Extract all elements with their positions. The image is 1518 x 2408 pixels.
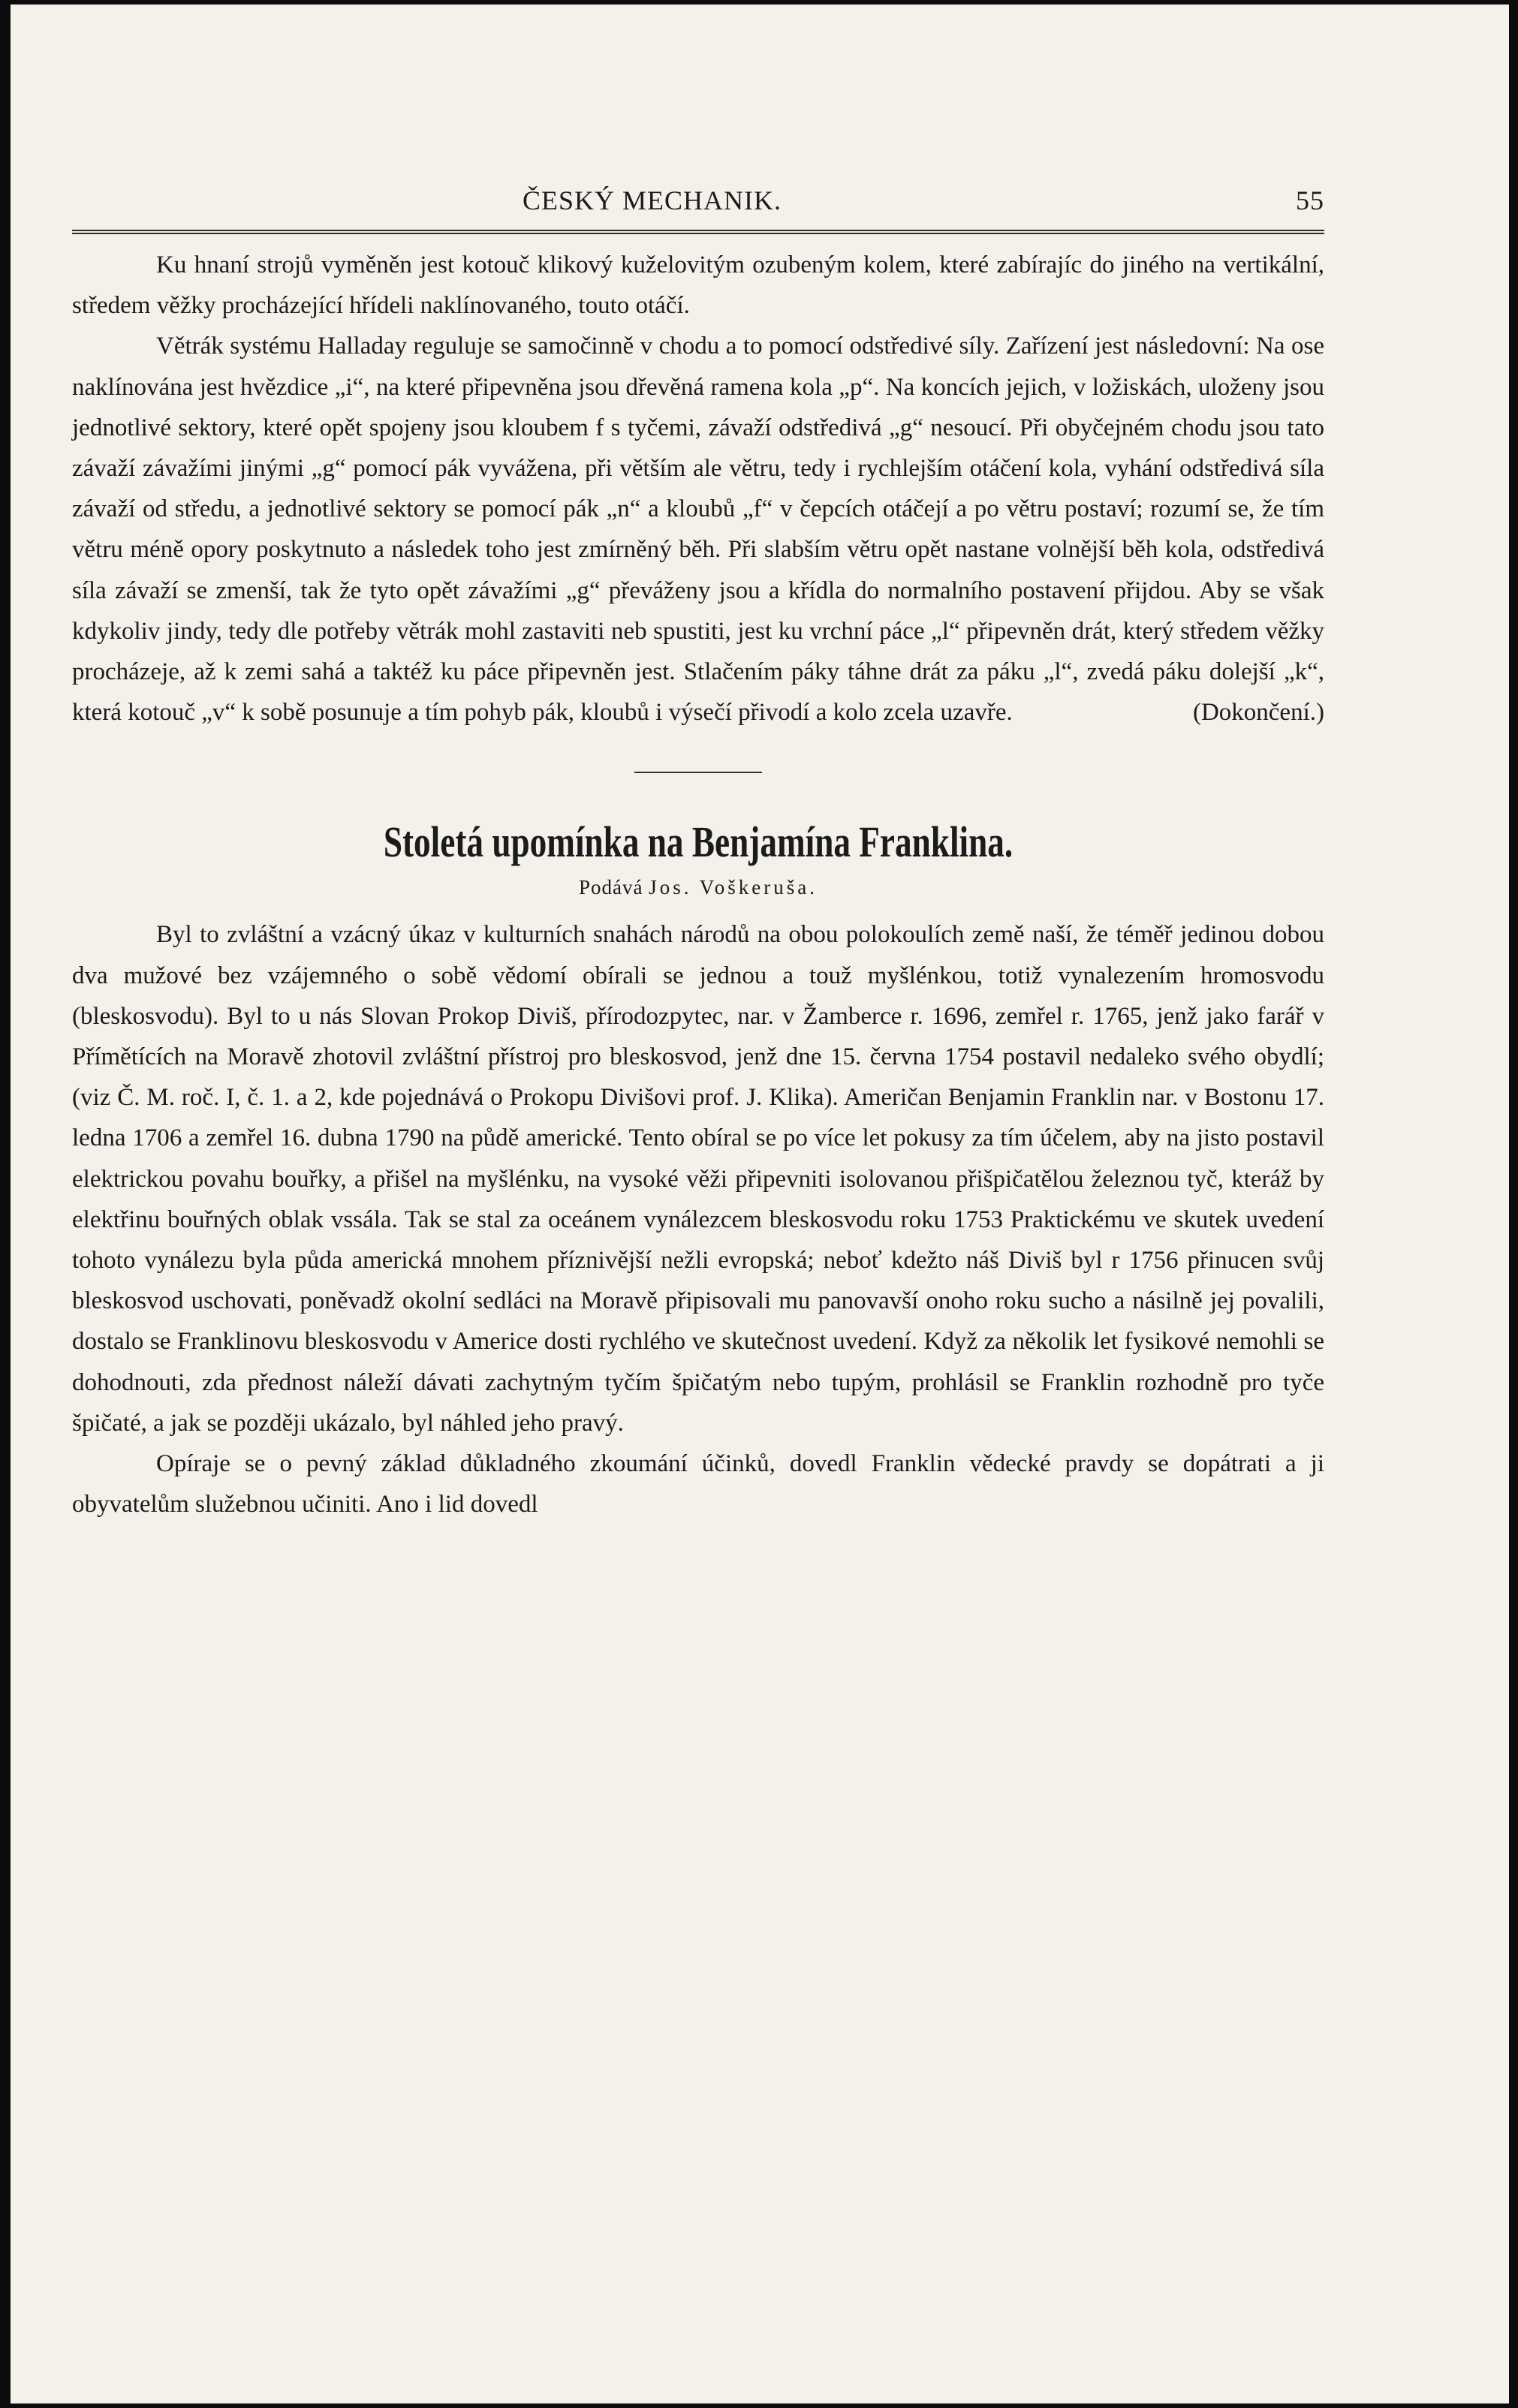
page — [11, 5, 1509, 2403]
article-byline — [72, 876, 1324, 899]
article-title: Stoletá upomínka na Benjamína Franklina. — [383, 817, 1014, 867]
journal-title: ČESKÝ MECHANIK. — [523, 185, 782, 215]
running-header — [72, 185, 1324, 225]
article-paragraph-2: Opíraje se o pevný základ důkladného zkoumání účinků, dovedl Franklin vědecké pravdy se dopátrati a ji obyvatelům služebnou učiniti. Ano i lid dovedl — [72, 1450, 1324, 1519]
page-number: 55 — [1296, 185, 1324, 215]
continued-paragraph-2 — [72, 326, 1324, 733]
article-paragraph-1: Byl to zvláštní a vzácný úkaz v kulturních snahách národů na obou polokoulích země naší, že téměř jedinou dobou dva mužové bez vzájemného o sobě vědomí obírali se jednou a touž myšlénkou, totiž vynalezením hromosvodu (bleskosvodu). Byl to u nás Slovan Prokop Diviš, přírodozpytec, nar. v Žamberce r. 1696, zemřel r. 1765, jenž jako farář v Přímětících na Moravě zhotovil zvláštní přístroj pro bleskosvod, jenž dne 15. června 1754 postavil nedaleko svého obydlí; (viz Č. M. roč. I, č. 1. a 2, kde pojednává o Prokopu Divišovi prof. J. Klika). Američan Benjamin Franklin nar. v Bostonu 17. ledna 1706 a zemřel 16. dubna 1790 na půdě americké. Tento obíral se po více let pokusy za tím účelem, aby na jisto postavil elektrickou povahu bouřky, a přišel na myšlénku, na vysoké věži připevniti isolovanou přišpičatělou železnou tyč, kteráž by elektřinu bouřných oblak vssála. Tak se stal za oceánem vynálezcem bleskosvodu roku 1753 Praktickému ve skutek uvedení tohoto vynálezu byla půda americká mnohem příznivější nežli evropská; neboť kdežto náš Diviš byl r 1756 přinucen svůj bleskosvod uschovati, poněvadž okolní sedláci na Moravě připisovali mu panovavší onoho roku sucho a násilně jej povalili, dostalo se Franklinovu bleskosvodu v Americe dosti rychlého ve skutečnost uvedení. Když za několik let fysikové nemohli se dohodnouti, zda přednost náleží dávati zachytným tyčím špičatým nebo tupým, prohlásil se Franklin rozhodně pro tyče špičaté, a jak se později ukázalo, byl náhled jeho pravý. — [72, 921, 1324, 1437]
section-separator — [634, 772, 762, 773]
page-content — [72, 185, 1324, 1525]
byline-author: Jos. Voškeruša. — [649, 876, 818, 899]
continued-paragraph-2-text: Větrák systému Halladay reguluje se samočinně v chodu a to pomocí odstředivé síly. Zařízení jest následovní: Na ose naklínována jest hvězdice „i“, na které připevněna jsou dřevěná ramena kola „p“. Na koncích jejich, v ložiskách, uloženy jsou jednotlivé sektory, které opět spojeny jsou kloubem f s tyčemi, závaží odstředivá „g“ nesoucí. Při obyčejném chodu jsou tato závaží závažími jinými „g“ pomocí pák vyvážena, při větším ale větru, tedy i rychlejším otáčení kola, vyhání odstředivá síla závaží od středu, a jednotlivé sektory se pomocí pák „n“ a kloubů „f“ v čepcích otáčejí a po větru postaví; rozumí se, že tím větru méně opory poskytnuto a následek toho jest zmírněný běh. Při slabším větru opět nastane volnější běh kola, odstředivá síla závaží se zmenší, tak že tyto opět závažími „g“ převáženy jsou a křídla do normalního postavení přijdou. Aby se však kdykoliv jindy, tedy dle potřeby větrák mohl zastaviti neb spustiti, jest ku vrchní páce „l“ připevněn drát, který středem věžky procházeje, až k zemi sahá a taktéž ku páce připevněn jest. Stlačením páky táhne drát za páku „l“, zvedá páku dolejší „k“, která kotouč „v“ k sobě posunuje a tím pohyb pák, kloubů i výsečí přivodí a kolo zcela uzavře. — [72, 333, 1324, 727]
header-rule — [72, 230, 1324, 234]
byline-prefix: Podává — [578, 876, 643, 899]
continued-paragraph-1: Ku hnaní strojů vyměněn jest kotouč klikový kuželovitým ozubeným kolem, které zabírajíc do jiného na vertikální, středem věžky procházející hřídeli naklínovaného, touto otáčí. — [72, 251, 1324, 320]
to-be-continued-note: (Dokončení.) — [1192, 699, 1324, 727]
